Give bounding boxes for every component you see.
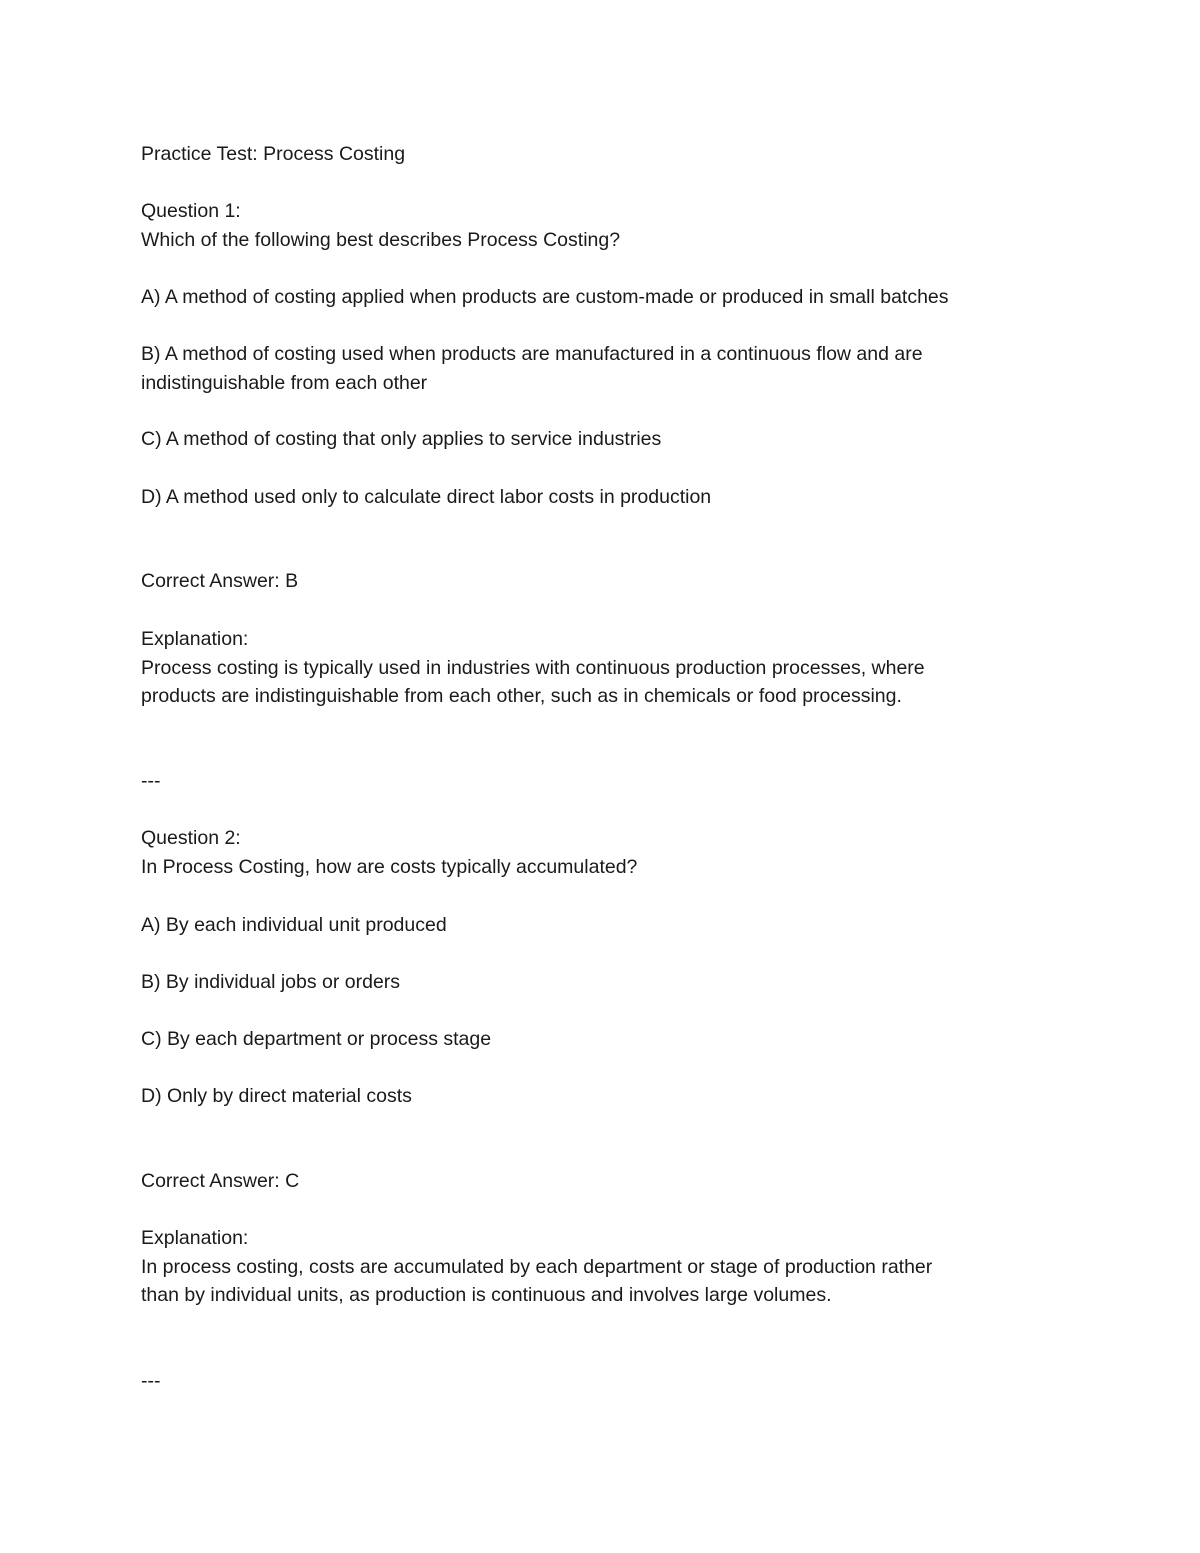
question-1-heading: Question 1: bbox=[141, 200, 241, 222]
question-2-heading: Question 2: bbox=[141, 827, 241, 849]
question-1-explanation-line-2: products are indistinguishable from each other, such as in chemicals or food processing. bbox=[141, 685, 902, 707]
question-2-option-a: A) By each individual unit produced bbox=[141, 914, 447, 936]
question-2-prompt: In Process Costing, how are costs typically accumulated? bbox=[141, 856, 638, 878]
question-1-option-a: A) A method of costing applied when products are custom-made or produced in small batches bbox=[141, 286, 949, 308]
question-2-explanation-heading: Explanation: bbox=[141, 1227, 249, 1249]
question-1-explanation-line-1: Process costing is typically used in industries with continuous production processes, where bbox=[141, 657, 925, 679]
question-2-option-c: C) By each department or process stage bbox=[141, 1028, 492, 1050]
question-2-correct-answer: Correct Answer: C bbox=[141, 1170, 300, 1192]
question-1-explanation-heading: Explanation: bbox=[141, 628, 249, 650]
question-1-option-b: B) A method of costing used when products are manufactured in a continuous flow and are bbox=[141, 343, 923, 365]
separator-2: --- bbox=[141, 1370, 161, 1392]
question-2-explanation-line-2: than by individual units, as production is continuous and involves large volumes. bbox=[141, 1284, 832, 1306]
question-2-option-b: B) By individual jobs or orders bbox=[141, 971, 401, 993]
question-1-option-d: D) A method used only to calculate direct labor costs in production bbox=[141, 486, 712, 508]
document-title: Practice Test: Process Costing bbox=[141, 143, 406, 165]
separator-1: --- bbox=[141, 770, 161, 792]
question-1-option-c: C) A method of costing that only applies to service industries bbox=[141, 428, 662, 450]
question-2-option-d: D) Only by direct material costs bbox=[141, 1085, 412, 1107]
question-1-correct-answer: Correct Answer: B bbox=[141, 570, 299, 592]
question-1-option-b-continued: indistinguishable from each other bbox=[141, 372, 428, 394]
question-2-explanation-line-1: In process costing, costs are accumulated by each department or stage of production rather bbox=[141, 1256, 933, 1278]
question-1-prompt: Which of the following best describes Process Costing? bbox=[141, 229, 621, 251]
